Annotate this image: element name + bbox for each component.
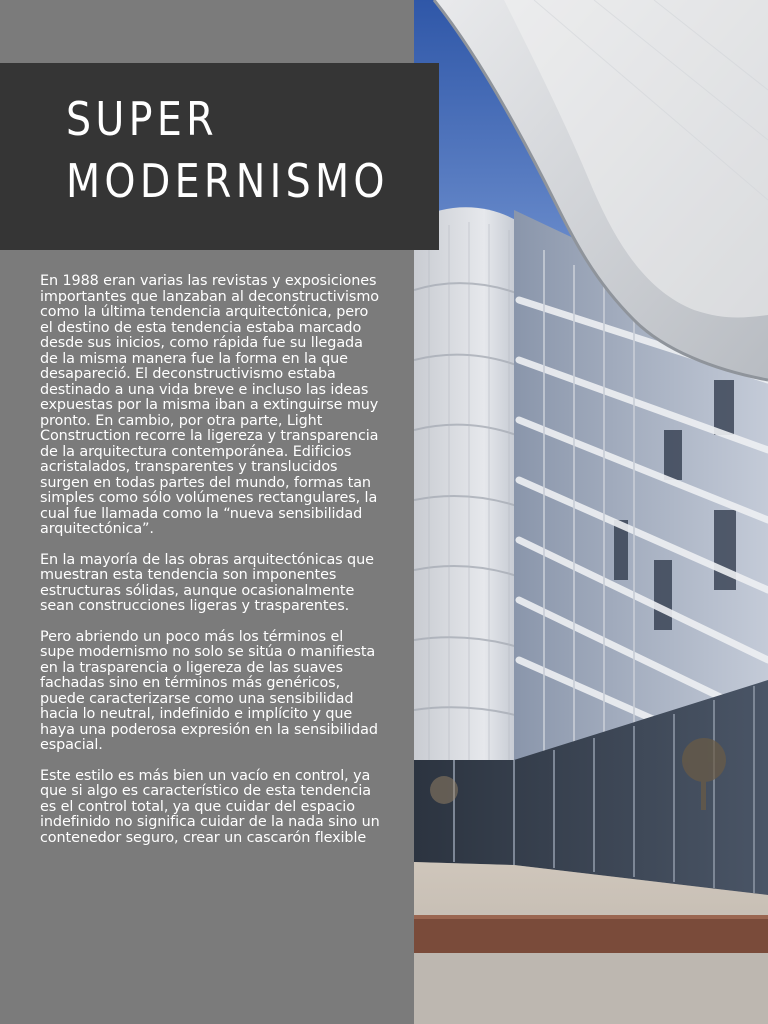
title-box	[0, 63, 439, 250]
building-photo	[414, 0, 768, 1024]
page-title-line-2: MODERNISMO	[66, 154, 389, 208]
building-illustration	[414, 0, 768, 1024]
page-title-line-1: SUPER	[66, 92, 218, 146]
paragraph-4: Este estilo es más bien un vacío en control, ya que si algo es característico de esta tendencia es el control total, ya que cuidar del espacio indefinido no significa cuidar de la nada sino un contenedor seguro, crear un cascarón flexible	[40, 767, 380, 846]
paragraph-1: En 1988 eran varias las revistas y exposiciones importantes que lanzaban al deconstructivismo como la última tendencia arquitectónica, pero el destino de esta tendencia estaba marcado desde sus inicios, como rápida fue su llegada de la misma manera fue la forma en la que desapareció. El deconstructivismo estaba destinado a una vida breve e incluso las ideas expuestas por la misma iban a extinguirse muy pronto. En cambio, por otra parte, Light Construction recorre la ligereza y transparencia de la arquitectura contemporánea. Edificios acristalados, transparentes y translucidos surgen en todas partes del mundo, formas tan simples como sólo volúmenes rectangulares, la cual fue llamada como la “nueva sensibilidad arquitectónica”.	[40, 273, 379, 537]
article-body	[40, 274, 380, 861]
paragraph-3: Pero abriendo un poco más los términos el supe modernismo no solo se sitúa o manifiesta en la trasparencia o ligereza de las suaves fachadas sino en términos más genéricos, puede caracterizarse como una sensibilidad hacia lo neutral, indefinido e implícito y que haya una poderosa expresión en la sensibilidad espacial.	[40, 628, 378, 753]
paragraph-2: En la mayoría de las obras arquitectónicas que muestran esta tendencia son imponentes estructuras sólidas, aunque ocasionalmente sean construcciones ligeras y trasparentes.	[40, 551, 374, 614]
